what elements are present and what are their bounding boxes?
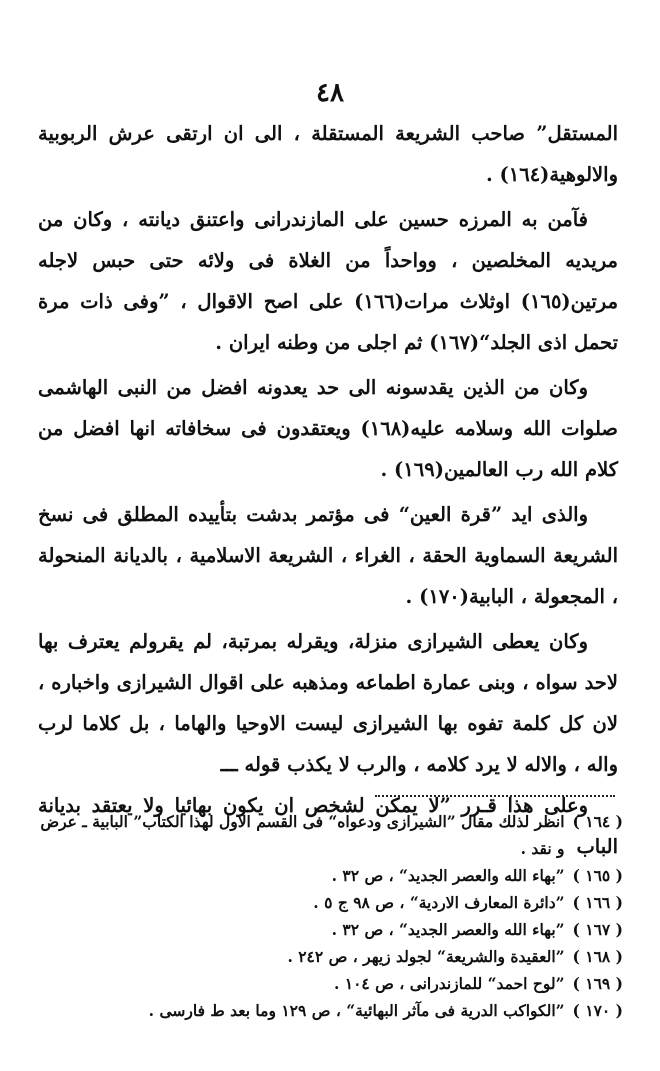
paragraph: وعلى هذا قـرر ”لا يمكن لشخص ان يكون بهائيا ولا يعتقد بديانة الباب — [38, 794, 618, 858]
footnote-divider — [375, 795, 615, 797]
footnote — [38, 997, 623, 1024]
footnote-text: ”دائرة المعارف الاردية“ ، ص ٩٨ ج ٥ . — [313, 893, 565, 912]
footnote-number: ( ١٧٠ ) — [572, 1001, 623, 1020]
footnote-number: ( ١٦٥ ) — [572, 866, 623, 885]
footnote — [38, 862, 623, 889]
footnotes — [38, 808, 623, 1024]
paragraph: والذى ايد ”قرة العين“ فى مؤتمر بدشت بتأييده المطلق فى نسخ الشريعة السماوية الحقة ، الغراء ، الشريعة الاسلامية ، بالديانة المنحولة ، المجعولة ، البابية(١٧٠) . — [38, 503, 618, 608]
footnote-number: ( ١٦٦ ) — [572, 893, 623, 912]
footnote-number: ( ١٦٩ ) — [572, 974, 623, 993]
paragraph: وكان من الذين يقدسونه الى حد يعدونه افضل من النبى الهاشمى صلوات الله وسلامه عليه(١٦٨) ويعتقدون فى سخافاته انها افضل من كلام الله رب العالمين(١٦٩) . — [38, 376, 618, 481]
footnote-text: انظر لذلك مقال ”الشيرازى ودعواه“ فى القسم الاول لهذا الكتاب” البابية ـ عرض و نقد . — [40, 812, 565, 858]
footnote-text: ”بهاء الله والعصر الجديد“ ، ص ٣٢ . — [331, 920, 565, 939]
paragraph: فآمن به المرزه حسين على المازندرانى واعتنق ديانته ، وكان من مريديه المخلصين ، وواحداً من الغلاة فى ولائه حتى حبس لاجله مرتين(١٦٥) اوثلاث مرات(١٦٦) على اصح الاقوال ، ”وفى ذات مرة تحمل اذى الجلد“(١٦٧) ثم اجلى من وطنه ايران . — [38, 208, 619, 354]
body-text — [38, 113, 618, 867]
footnote-number: ( ١٦٨ ) — [572, 947, 623, 966]
footnote-text: ”الكواكب الدرية فى مآثر البهائية“ ، ص ١٢٩ وما بعد ط فارسى . — [148, 1001, 565, 1020]
footnote-text: ”بهاء الله والعصر الجديد“ ، ص ٣٢ . — [331, 866, 565, 885]
paragraph: وكان يعطى الشيرازى منزلة، ويقرله بمرتبة، لم يقرولم يعترف بها لاحد سواه ، وبنى عمارة اطماعه ومذهبه على اقوال الشيرازى واخباره ، لان كل كلمة تفوه بها الشيرازى ليست الاوحيا والهاما ، بل كلاما لرب واله ، والاله لا يرد كلامه ، والرب لا يكذب قوله ـــ — [38, 630, 618, 776]
footnote-text: ”العقيدة والشريعة“ لجولد زيهر ، ص ٢٤٢ . — [287, 947, 565, 966]
footnote — [38, 943, 623, 970]
footnote-number: ( ١٦٧ ) — [572, 920, 623, 939]
footnote — [38, 970, 623, 997]
footnote — [38, 889, 623, 916]
footnote — [38, 808, 623, 862]
footnote-number: ( ١٦٤ ) — [572, 812, 623, 831]
footnote-text: ”لوح احمد“ للمازندرانى ، ص ١٠٤ . — [333, 974, 565, 993]
page-number: ٤٨ — [316, 78, 344, 108]
footnote — [38, 916, 623, 943]
paragraph: المستقل” صاحب الشريعة المستقلة ، الى ان ارتقى عرش الربوبية والالوهية(١٦٤) . — [38, 122, 618, 186]
